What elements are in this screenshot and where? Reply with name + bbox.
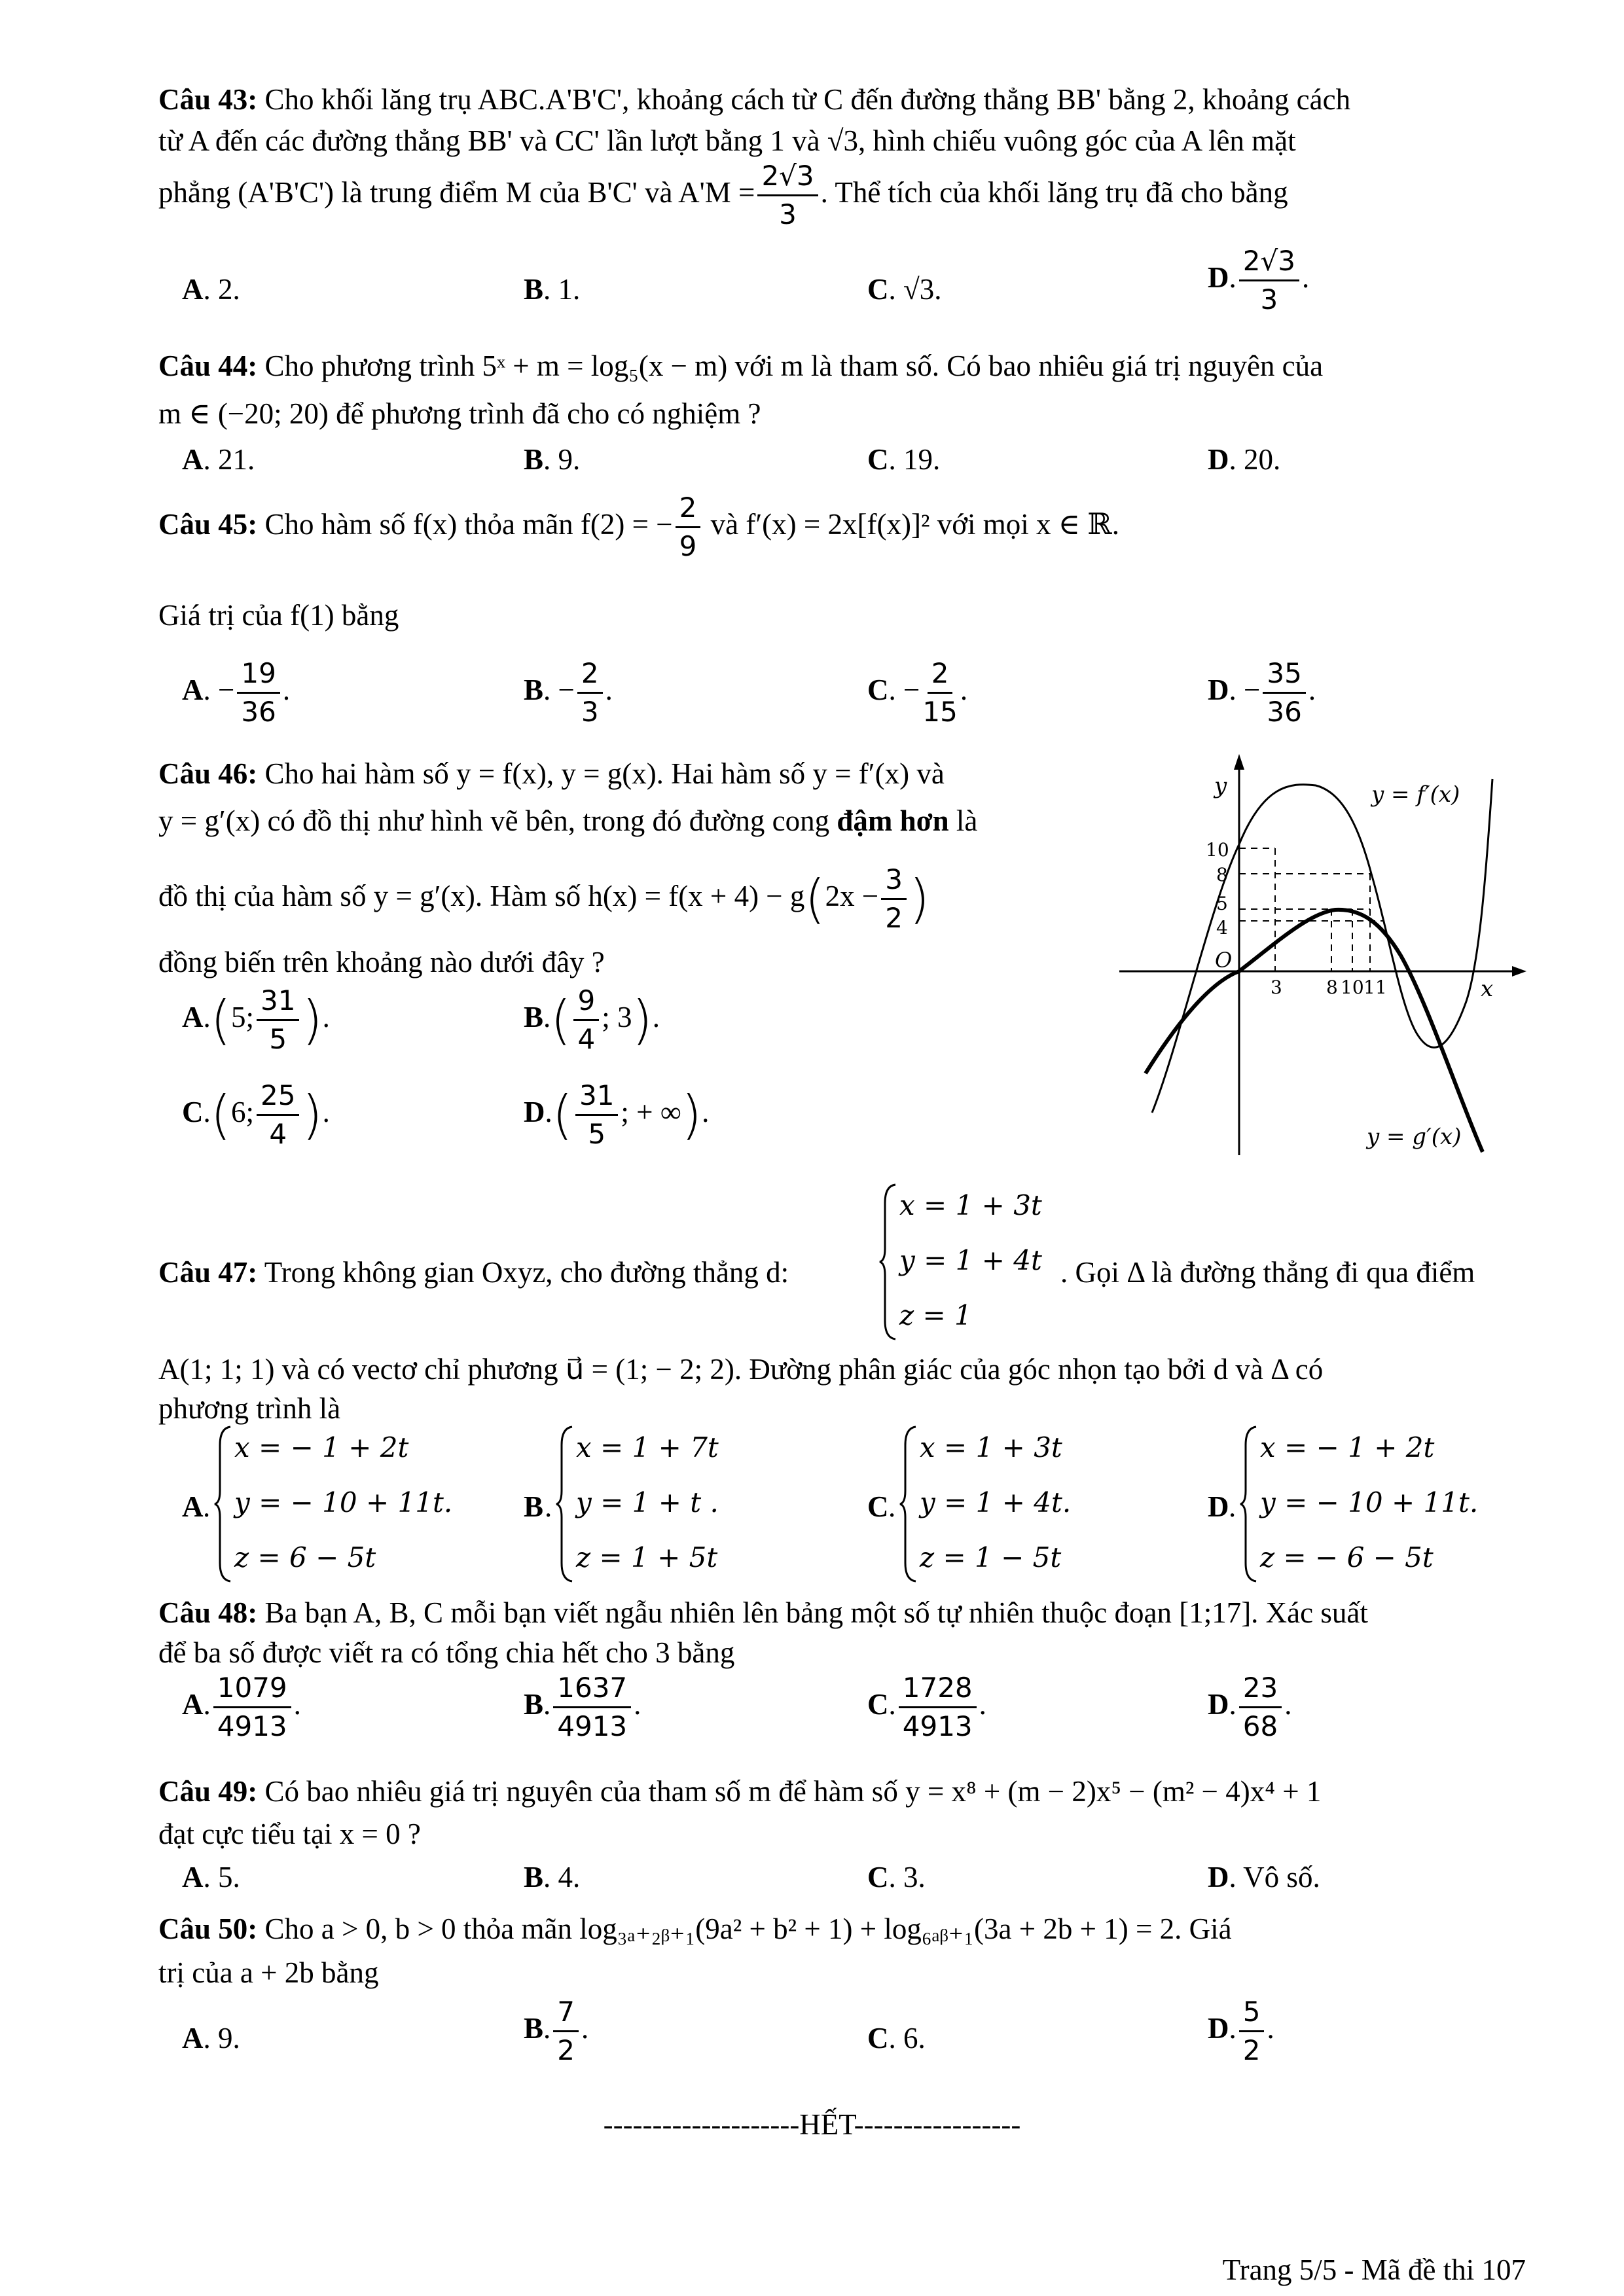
q43-option-b[interactable]: B. 1. — [524, 273, 581, 306]
q50-option-a[interactable]: A. 9. — [182, 2022, 240, 2054]
graph-f-label: y = f′(x) — [1371, 781, 1460, 808]
q47-line2: A(1; 1; 1) và có vectơ chỉ phương u⃗ = (1; − 2; 2). Đường phân giác của góc nhọn tạo bởi d và Δ có — [158, 1353, 1324, 1386]
q48-line1: Câu 48: Ba bạn A, B, C mỗi bạn viết ngẫu nhiên lên bảng một số tự nhiên thuộc đoạn [1;17]. Xác suất — [158, 1596, 1368, 1629]
q50-option-c[interactable]: C. 6. — [867, 2022, 926, 2054]
q47-option-d[interactable]: D . x = − 1 + 2t y = − 10 + 11t. z = − 6 − 5t — [1208, 1420, 1535, 1590]
q44-line1: Câu 44: Cho phương trình 5ˣ + m = log₅(x − m) với m là tham số. Có bao nhiêu giá trị nguyên của — [158, 350, 1324, 382]
q44-option-b[interactable]: B. 9. — [524, 443, 581, 476]
q45-option-b[interactable]: B. − $\frac{2}{3}$ . — [524, 657, 613, 728]
q49-option-b[interactable]: B. 4. — [524, 1861, 581, 1893]
graph-ytick-10: 10 — [1206, 839, 1229, 861]
q44-option-c[interactable]: C. 19. — [867, 443, 941, 476]
q45-line1: Câu 45: Cho hàm số f(x) thỏa mãn f(2) = − $\frac{2}{9}$ và f′(x) = 2x[f(x)]² với mọi x ∈ ℝ. — [158, 492, 1119, 563]
q47-option-c[interactable]: C . x = 1 + 3t y = 1 + 4t. z = 1 − 5t — [867, 1420, 1155, 1590]
q46-option-c[interactable]: C.(6; $\frac{25}{4}$ ). — [182, 1079, 330, 1151]
q48-option-b[interactable]: B. $\frac{1637}{4913}$ . — [524, 1672, 641, 1743]
graph-y-arrow — [1234, 754, 1244, 770]
q43-option-c[interactable]: C. √3. — [867, 273, 942, 306]
q47-line1: Câu 47: Trong không gian Oxyz, cho đường thẳng d: — [158, 1256, 789, 1289]
graph-ytick-8: 8 — [1216, 864, 1228, 886]
q43-option-d[interactable]: D. $\frac{2√3}{3}$ . — [1208, 245, 1310, 316]
end-marker: --------------------HẾT----------------- — [603, 2108, 1021, 2141]
q50-line2: trị của a + 2b bằng — [158, 1956, 379, 1989]
graph-xtick-8: 8 — [1326, 977, 1338, 998]
q48-option-d[interactable]: D. $\frac{23}{68}$ . — [1208, 1672, 1292, 1743]
q49-option-a[interactable]: A. 5. — [182, 1861, 240, 1893]
graph-curve-f-prime — [1152, 779, 1492, 1113]
graph-xtick-10: 10 — [1341, 977, 1364, 998]
graph-y-label: y — [1214, 773, 1227, 799]
q46-option-a[interactable]: A.(5; $\frac{31}{5}$ ). — [182, 984, 330, 1056]
graph-xtick-3: 3 — [1271, 977, 1282, 998]
graph-origin-label: O — [1215, 948, 1233, 973]
q43-line2: từ A đến các đường thẳng BB' và CC' lần lượt bằng 1 và √3, hình chiếu vuông góc của A lên mặt — [158, 124, 1296, 157]
q47-option-b[interactable]: B . x = 1 + 7t y = 1 + t . z = 1 + 5t — [524, 1420, 812, 1590]
q43-line3: phẳng (A'B'C') là trung điểm M của B'C' và A'M = $\frac{2√3}{3}$ . Thể tích của khối lăng trụ đã cho bằng — [158, 160, 1288, 231]
graph-curve-g-prime — [1146, 910, 1483, 1152]
q49-line2: đạt cực tiểu tại x = 0 ? — [158, 1818, 421, 1850]
q43-option-a[interactable]: A. 2. — [182, 273, 240, 306]
page-footer: Trang 5/5 - Mã đề thi 107 — [1222, 2253, 1526, 2286]
graph-xtick-11: 11 — [1363, 977, 1387, 998]
q46-line1: Câu 46: Cho hai hàm số y = f(x), y = g(x). Hai hàm số y = f′(x) và — [158, 757, 945, 790]
graph-ytick-4: 4 — [1216, 917, 1228, 939]
q48-option-c[interactable]: C. $\frac{1728}{4913}$ . — [867, 1672, 986, 1743]
q47-option-a[interactable]: A . x = − 1 + 2t y = − 10 + 11t. z = 6 − 5t — [182, 1420, 509, 1590]
graph-ytick-5: 5 — [1216, 893, 1228, 914]
q44-line2: m ∈ (−20; 20) để phương trình đã cho có nghiệm ? — [158, 397, 761, 430]
q44-option-d[interactable]: D. 20. — [1208, 443, 1281, 476]
q46-option-d[interactable]: D.( $\frac{31}{5}$ ; + ∞). — [524, 1079, 710, 1151]
q45-option-d[interactable]: D. − $\frac{35}{36}$ . — [1208, 657, 1316, 728]
q46-option-b[interactable]: B.( $\frac{9}{4}$ ; 3). — [524, 984, 660, 1056]
q48-line2: để ba số được viết ra có tổng chia hết cho 3 bằng — [158, 1636, 735, 1669]
q48-option-a[interactable]: A. $\frac{1079}{4913}$ . — [182, 1672, 301, 1743]
q45-option-a[interactable]: A. − $\frac{19}{36}$ . — [182, 657, 291, 728]
q50-option-b[interactable]: B. $\frac{7}{2}$ . — [524, 1996, 589, 2067]
q50-line1: Câu 50: Cho a > 0, b > 0 thỏa mãn log₃ₐ₊₂ᵦ₊₁(9a² + b² + 1) + log₆ₐᵦ₊₁(3a + 2b + 1) = 2. Giá — [158, 1912, 1232, 1945]
q46-line4: đồng biến trên khoảng nào dưới đây ? — [158, 946, 605, 978]
q44-option-a[interactable]: A. 21. — [182, 443, 255, 476]
q46-graph — [1113, 746, 1532, 1165]
q49-option-d[interactable]: D. Vô số. — [1208, 1861, 1320, 1893]
graph-g-label: y = g′(x) — [1367, 1124, 1462, 1150]
q50-option-d[interactable]: D. $\frac{5}{2}$ . — [1208, 1996, 1274, 2067]
q47-system-d: x = 1 + 3t y = 1 + 4t z = 1 — [878, 1178, 1088, 1342]
q47-line3: phương trình là — [158, 1392, 341, 1425]
q43-line1: Câu 43: Cho khối lăng trụ ABC.A'B'C', khoảng cách từ C đến đường thẳng BB' bằng 2, khoảng cách — [158, 83, 1351, 116]
q49-option-c[interactable]: C. 3. — [867, 1861, 926, 1893]
q43-fraction: $\frac{2√3}{3}$ — [757, 160, 818, 231]
q46-line3: đồ thị của hàm số y = g′(x). Hàm số h(x) = f(x + 4) − g(2x − $\frac{3}{2}$ ) — [158, 863, 930, 935]
graph-x-label: x — [1481, 976, 1494, 1002]
q45-option-c[interactable]: C. − $\frac{2}{15}$ . — [867, 657, 968, 728]
q46-line2: y = g′(x) có đồ thị như hình vẽ bên, trong đó đường cong đậm hơn là — [158, 804, 978, 837]
q47-line1-tail: . Gọi Δ là đường thẳng đi qua điểm — [1060, 1256, 1475, 1289]
graph-x-arrow — [1512, 966, 1526, 977]
q49-line1: Câu 49: Có bao nhiêu giá trị nguyên của tham số m để hàm số y = x⁸ + (m − 2)x⁵ − (m² − 4)x⁴ + 1 — [158, 1775, 1322, 1808]
q45-line2: Giá trị của f(1) bằng — [158, 599, 399, 632]
